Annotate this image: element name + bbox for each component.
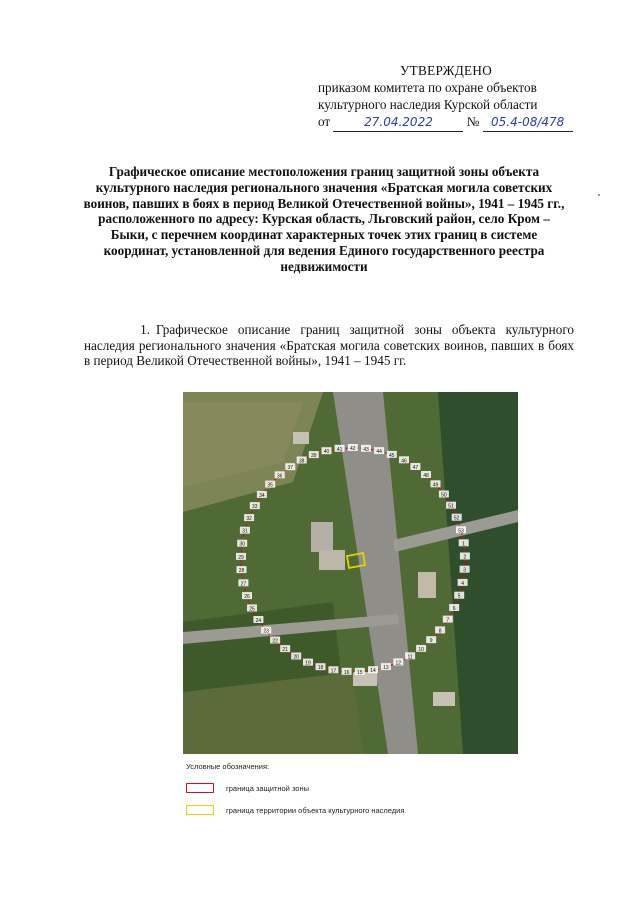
boundary-point-25 — [247, 604, 257, 612]
point-label: 38 — [298, 458, 305, 465]
boundary-point-50 — [439, 491, 449, 499]
boundary-point-30 — [237, 540, 247, 548]
building-1 — [311, 522, 333, 552]
boundary-point-51 — [446, 502, 456, 510]
point-label: 36 — [276, 473, 283, 480]
point-label: 3 — [463, 567, 466, 574]
boundary-point-43 — [361, 445, 371, 453]
approval-number: 05.4-08/478 — [491, 115, 565, 129]
point-label: 27 — [240, 581, 247, 588]
point-label: 43 — [363, 446, 369, 453]
boundary-point-33 — [250, 502, 260, 510]
building-4 — [418, 572, 436, 598]
point-label: 34 — [259, 492, 265, 499]
point-label: 19 — [305, 660, 311, 667]
boundary-point-13 — [381, 663, 391, 671]
point-label: 48 — [423, 473, 429, 479]
legend-item-object — [186, 805, 404, 815]
map-svg — [183, 392, 518, 754]
boundary-point-53 — [456, 526, 466, 534]
point-label: 32 — [246, 516, 252, 523]
approval-line-2: культурного наследия Курской области — [318, 97, 538, 112]
point-label: 5 — [457, 593, 461, 600]
point-label: 33 — [252, 504, 258, 511]
boundary-point-29 — [236, 553, 246, 561]
point-label: 23 — [263, 628, 269, 635]
boundary-point-6 — [449, 604, 459, 612]
point-label: 4 — [461, 580, 464, 587]
point-label: 14 — [370, 668, 376, 675]
boundary-point-20 — [291, 653, 301, 661]
boundary-point-22 — [270, 637, 280, 645]
boundary-point-38 — [297, 457, 307, 465]
boundary-point-45 — [387, 451, 397, 459]
boundary-point-11 — [405, 652, 415, 660]
boundary-point-18 — [316, 663, 326, 671]
boundary-point-41 — [335, 445, 345, 453]
boundary-point-4 — [458, 579, 468, 587]
approval-title: УТВЕРЖДЕНО — [400, 63, 493, 78]
boundary-point-46 — [399, 456, 409, 464]
point-label: 37 — [287, 465, 294, 472]
point-label: 49 — [432, 482, 439, 489]
boundary-point-34 — [257, 491, 267, 499]
boundary-point-23 — [261, 627, 271, 635]
point-label: 17 — [330, 668, 337, 675]
point-label: 44 — [376, 449, 382, 456]
map-legend — [186, 762, 404, 815]
point-label: 11 — [407, 654, 413, 661]
point-label: 1 — [462, 541, 466, 548]
boundary-point-10 — [416, 645, 426, 653]
boundary-point-8 — [435, 626, 445, 634]
approval-line-1: приказом комитета по охране объектов — [318, 80, 537, 95]
boundary-point-7 — [443, 616, 453, 624]
legend-zone-label: граница защитной зоны — [226, 783, 310, 793]
point-label: 6 — [452, 606, 456, 612]
point-label: 8 — [438, 628, 442, 635]
number-field — [483, 113, 573, 132]
point-label: 45 — [389, 452, 395, 459]
point-label: 21 — [282, 647, 288, 654]
point-label: 29 — [238, 554, 244, 561]
boundary-point-12 — [393, 658, 403, 666]
section-text: Графическое описание границ защитной зоны объекта культурного наследия регионального значения «Братская могила советских воинов, павших в боях в период Великой Отечественной войны», 1941 – 1945 гг. — [84, 322, 574, 369]
point-label: 26 — [244, 594, 250, 601]
point-label: 25 — [249, 606, 255, 613]
building-2 — [319, 550, 345, 570]
boundary-point-5 — [454, 592, 464, 600]
legend-red-swatch — [186, 783, 214, 793]
boundary-point-36 — [275, 471, 285, 479]
legend-yellow-swatch — [186, 805, 214, 815]
boundary-point-27 — [238, 579, 248, 587]
approval-block — [318, 62, 618, 132]
boundary-point-32 — [244, 514, 254, 522]
boundary-point-21 — [280, 645, 290, 653]
point-label: 9 — [429, 638, 433, 645]
date-field — [333, 113, 463, 132]
point-label: 52 — [453, 515, 460, 522]
legend-item-zone — [186, 783, 404, 793]
boundary-point-28 — [237, 566, 247, 574]
point-label: 53 — [458, 528, 464, 535]
boundary-point-1 — [459, 539, 469, 547]
point-label: 39 — [311, 453, 317, 460]
point-label: 50 — [441, 492, 447, 499]
from-label: от — [318, 114, 331, 129]
boundary-point-17 — [328, 666, 338, 674]
point-label: 47 — [412, 465, 419, 471]
number-label: № — [466, 114, 480, 129]
boundary-point-15 — [355, 668, 365, 676]
point-label: 7 — [446, 617, 450, 624]
approval-date-row — [318, 113, 618, 132]
boundary-point-26 — [242, 592, 252, 600]
boundary-point-49 — [431, 480, 441, 488]
legend-object-label: граница территории объекта культурного наследия — [226, 805, 405, 815]
approval-date: 27.04.2022 — [364, 115, 433, 129]
section-number: 1. — [140, 322, 150, 337]
point-label: 42 — [350, 446, 356, 452]
boundary-point-35 — [265, 481, 275, 489]
point-label: 2 — [463, 554, 467, 561]
point-label: 24 — [255, 618, 262, 624]
boundary-point-24 — [253, 616, 263, 624]
point-label: 13 — [383, 665, 389, 672]
point-label: 16 — [343, 669, 350, 676]
point-label: 22 — [272, 638, 278, 645]
point-label: 28 — [238, 568, 245, 575]
boundary-point-31 — [240, 527, 250, 535]
boundary-point-48 — [421, 471, 431, 479]
boundary-point-19 — [303, 659, 313, 667]
point-label: 12 — [395, 660, 402, 667]
point-label: 46 — [401, 458, 407, 465]
dot-mark — [598, 194, 600, 196]
point-label: 41 — [336, 446, 343, 453]
point-label: 30 — [239, 541, 245, 548]
document-heading: Графическое описание местоположения границ защитной зоны объекта культурного наследия регионального значения «Братская могила советских воинов, павших в боях в период Великой Отечественной войны», 1941 – 1945 гг., расположенного по адресу: Курская область, Льговский район, село Кром – Быки, с перечнем координат характерных точек этих границ в системе координат, установленной для ведения Единого государственного реестра недвижимости — [83, 164, 565, 274]
point-label: 18 — [317, 665, 324, 672]
boundary-point-52 — [452, 514, 462, 522]
boundary-point-42 — [348, 444, 358, 452]
point-label: 10 — [418, 646, 424, 653]
boundary-point-39 — [309, 451, 319, 459]
point-label: 40 — [323, 449, 330, 456]
boundary-point-44 — [374, 447, 384, 455]
point-label: 51 — [448, 503, 454, 510]
boundary-point-37 — [285, 463, 295, 471]
boundary-point-14 — [368, 666, 378, 674]
building-5 — [433, 692, 455, 706]
legend-title: Условные обозначения: — [186, 762, 270, 771]
boundary-point-9 — [426, 636, 436, 644]
point-label: 31 — [242, 528, 248, 535]
boundary-point-47 — [410, 463, 420, 471]
point-label: 35 — [267, 482, 273, 489]
boundary-point-40 — [322, 447, 332, 455]
aerial-map — [183, 392, 518, 754]
section-paragraph — [84, 322, 574, 369]
boundary-point-16 — [342, 668, 352, 676]
point-label: 15 — [357, 669, 363, 676]
building-3 — [293, 432, 309, 444]
boundary-point-3 — [460, 566, 470, 574]
point-label: 20 — [293, 654, 299, 661]
boundary-point-2 — [460, 553, 470, 561]
